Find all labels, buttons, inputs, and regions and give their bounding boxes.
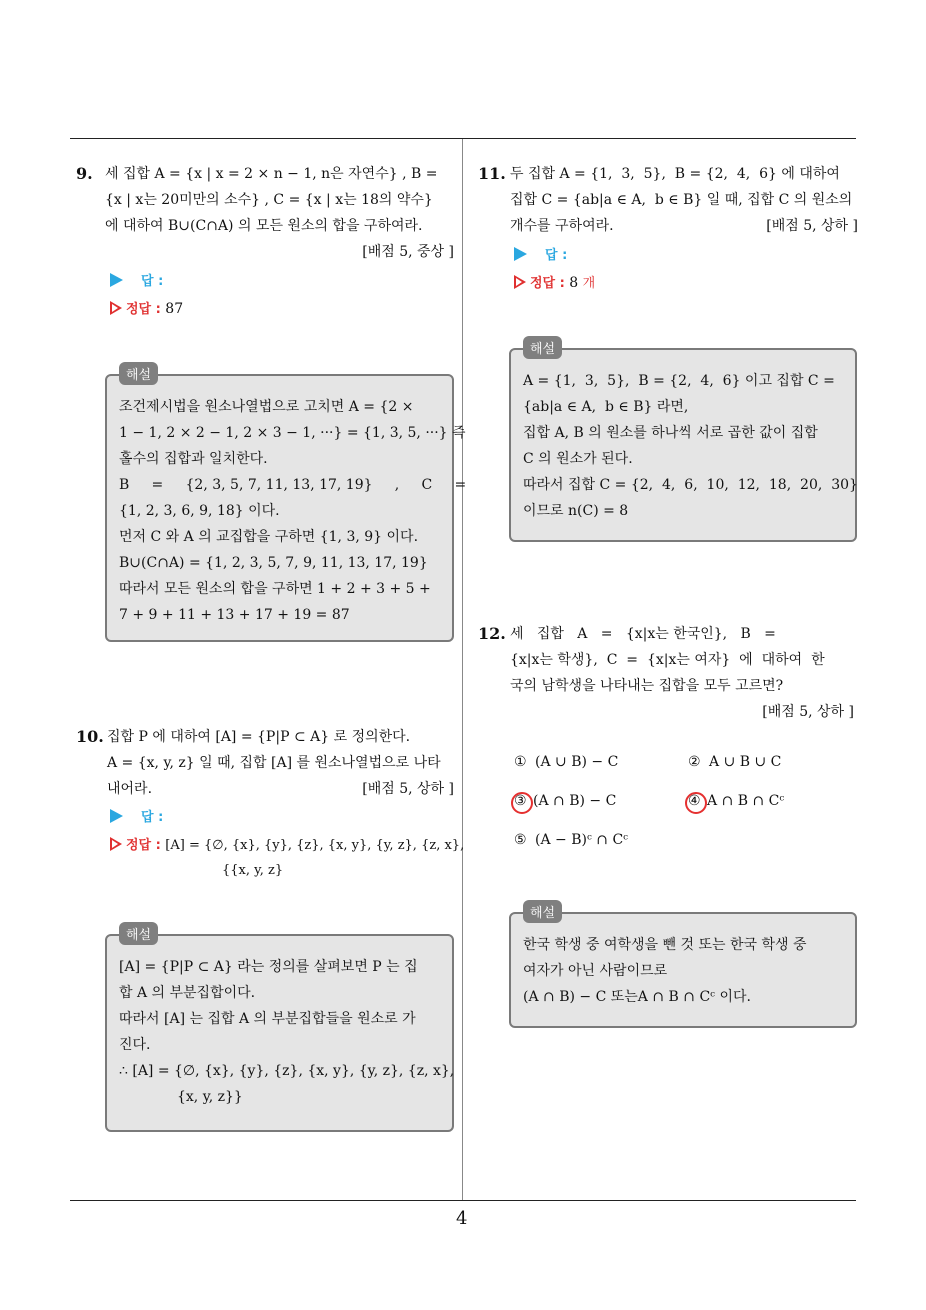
outline-arrow-icon (514, 275, 526, 289)
correct-answer-value: 8 (569, 275, 579, 291)
outline-arrow-icon (110, 301, 122, 315)
choice-text: (A ∪ B) − C (535, 754, 619, 770)
question-text: 집합 P 에 대하여 [A] = {P|P ⊂ A} 로 정의한다. (107, 729, 411, 745)
explanation-line: {1, 2, 3, 6, 9, 18} 이다. (119, 503, 280, 519)
choice-3[interactable] (514, 793, 616, 809)
correct-answer-label: 정답 : (530, 276, 565, 291)
question-text: 개수를 구하여라. (510, 218, 614, 234)
explanation-tag: 해설 (523, 336, 562, 359)
correct-answer-row (514, 272, 595, 295)
explanation-line: 따라서 [A] 는 집합 A 의 부분집합들을 원소로 가 (119, 1011, 416, 1027)
question-text: A = {x, y, z} 일 때, 집합 [A] 를 원소나열법으로 나타 (107, 755, 441, 771)
play-arrow-icon (110, 809, 123, 823)
answer-label: 답 : (141, 274, 164, 289)
correct-answer-label: 정답 : (126, 838, 161, 853)
choice-2[interactable] (688, 754, 781, 770)
explanation-line: 먼저 C 와 A 의 교집합을 구하면 {1, 3, 9} 이다. (119, 529, 419, 545)
choice-mark: ⑤ (514, 832, 527, 848)
choice-text: (A ∩ B) − C (533, 793, 617, 809)
choice-mark: ③ (514, 793, 527, 809)
explanation-line: 진다. (119, 1037, 151, 1053)
play-arrow-icon (110, 273, 123, 287)
question-text: {x|x는 학생}, C = {x|x는 여자} 에 대하여 한 (510, 652, 825, 668)
bottom-rule (70, 1200, 856, 1201)
choice-1[interactable] (514, 754, 618, 770)
explanation-line: C 의 원소가 된다. (523, 451, 633, 467)
explanation-line: 합 A 의 부분집합이다. (119, 985, 256, 1001)
top-rule (70, 138, 856, 139)
score-meta: [배점 5, 중상 ] (362, 244, 454, 260)
explanation-line: {x, y, z}} (177, 1089, 243, 1105)
explanation-line: ∴ [A] = {∅, {x}, {y}, {z}, {x, y}, {y, z}, {z, x}, (119, 1063, 455, 1079)
choice-mark: ② (688, 754, 701, 770)
play-arrow-icon (514, 247, 527, 261)
outline-arrow-icon (110, 837, 122, 851)
question-number: 10. (76, 727, 104, 746)
correct-answer-value: [A] = {∅, {x}, {y}, {z}, {x, y}, {y, z}, {z, x}, (165, 838, 465, 853)
correct-answer-unit: 개 (582, 276, 596, 291)
explanation-tag: 해설 (119, 362, 158, 385)
answer-row (514, 244, 567, 267)
correct-answer-label: 정답 : (126, 302, 161, 317)
page-number: 4 (456, 1208, 468, 1229)
score-meta: [배점 5, 상하 ] (766, 218, 858, 234)
explanation-line: 집합 A, B 의 원소를 하나씩 서로 곱한 값이 집합 (523, 425, 818, 441)
question-text: {x | x는 20미만의 소수} , C = {x | x는 18의 약수} (105, 192, 433, 208)
explanation-line: 조건제시법을 원소나열법으로 고치면 A = {2 × (119, 399, 414, 415)
correct-answer-row (110, 834, 464, 857)
choice-text: (A − B)ᶜ ∩ Cᶜ (535, 832, 629, 848)
choice-text: A ∩ B ∩ Cᶜ (707, 793, 785, 809)
answer-label: 답 : (141, 810, 164, 825)
question-number: 11. (478, 164, 506, 183)
explanation-line: B∪(C∩A) = {1, 2, 3, 5, 7, 9, 11, 13, 17, 19} (119, 555, 428, 571)
choice-5[interactable] (514, 832, 628, 848)
explanation-line: 7 + 9 + 11 + 13 + 17 + 19 = 87 (119, 607, 350, 623)
question-number: 12. (478, 624, 506, 643)
score-meta: [배점 5, 상하 ] (762, 704, 854, 720)
score-meta: [배점 5, 상하 ] (362, 781, 454, 797)
explanation-tag: 해설 (119, 922, 158, 945)
question-text: 세 집합 A = {x|x는 한국인}, B = (510, 626, 776, 642)
explanation-line: 여자가 아닌 사람이므로 (523, 963, 668, 979)
explanation-line: (A ∩ B) − C 또는A ∩ B ∩ Cᶜ 이다. (523, 989, 751, 1005)
explanation-line: 한국 학생 중 여학생을 뺀 것 또는 한국 학생 중 (523, 937, 807, 953)
explanation-line: A = {1, 3, 5}, B = {2, 4, 6} 이고 집합 C = (523, 373, 835, 389)
explanation-tag: 해설 (523, 900, 562, 923)
explanation-line: B = {2, 3, 5, 7, 11, 13, 17, 19} , C = (119, 477, 467, 493)
explanation-line: 따라서 모든 원소의 합을 구하면 1 + 2 + 3 + 5 + (119, 581, 431, 597)
question-text: 세 집합 A = {x | x = 2 × n − 1, n은 자연수} , B = (105, 166, 438, 182)
answer-label: 답 : (545, 248, 568, 263)
question-text: 두 집합 A = {1, 3, 5}, B = {2, 4, 6} 에 대하여 (510, 166, 840, 182)
correct-answer-value-cont: {{x, y, z} (222, 863, 284, 878)
choice-mark: ① (514, 754, 527, 770)
explanation-line: 홀수의 집합과 일치한다. (119, 451, 268, 467)
question-text: 에 대하여 B∪(C∩A) 의 모든 원소의 합을 구하여라. (105, 218, 423, 234)
explanation-line: 따라서 집합 C = {2, 4, 6, 10, 12, 18, 20, 30} (523, 477, 858, 493)
question-number: 9. (76, 164, 93, 183)
correct-answer-row (110, 298, 183, 321)
explanation-line: 이므로 n(C) = 8 (523, 503, 629, 519)
choice-text: A ∪ B ∪ C (709, 754, 782, 770)
question-text: 집합 C = {ab|a ∈ A, b ∈ B} 일 때, 집합 C 의 원소의 (510, 192, 853, 208)
choice-4[interactable] (688, 793, 784, 809)
explanation-line: 1 − 1, 2 × 2 − 1, 2 × 3 − 1, ···} = {1, 3, 5, ···} 즉 (119, 425, 466, 441)
explanation-line: {ab|a ∈ A, b ∈ B} 라면, (523, 399, 689, 415)
answer-row (110, 270, 163, 293)
correct-answer-value: 87 (165, 301, 184, 317)
choice-mark: ④ (688, 793, 701, 809)
question-text: 국의 남학생을 나타내는 집합을 모두 고르면? (510, 678, 784, 694)
explanation-line: [A] = {P|P ⊂ A} 라는 정의를 살펴보면 P 는 집 (119, 959, 418, 975)
column-divider (462, 139, 463, 1201)
question-text: 내어라. (107, 781, 153, 797)
answer-row (110, 806, 163, 829)
